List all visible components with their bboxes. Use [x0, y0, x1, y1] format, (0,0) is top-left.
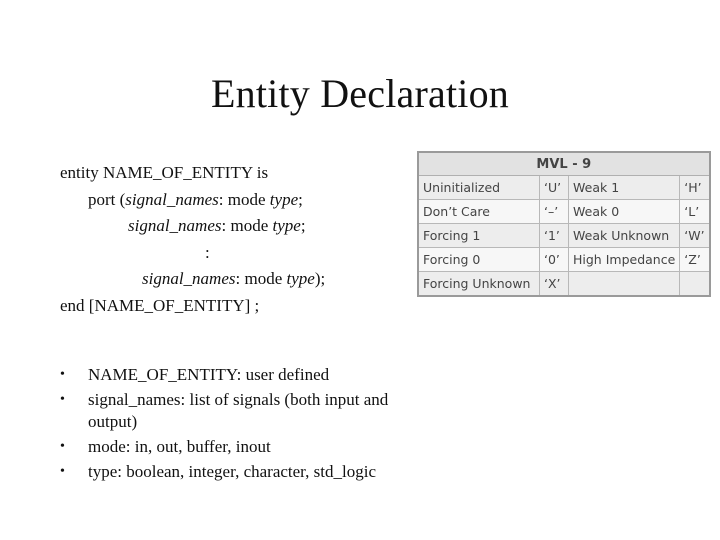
list-item — [60, 436, 420, 458]
table-cell: Weak Unknown — [569, 224, 680, 248]
entity-syntax-block — [60, 160, 325, 319]
bullet-icon: • — [60, 439, 65, 454]
table-cell: ‘Z’ — [680, 248, 710, 272]
code-text: : mode — [221, 216, 273, 235]
code-text: ; — [300, 216, 306, 235]
code-line-entity: entity NAME_OF_ENTITY is — [60, 163, 269, 182]
table-cell: High Impedance — [569, 248, 680, 272]
code-italic: signal_names — [128, 216, 222, 235]
table-cell — [680, 272, 710, 297]
code-italic: type — [286, 269, 315, 288]
table-row — [418, 200, 710, 224]
table-cell: ‘X’ — [540, 272, 569, 297]
mvl9-table — [417, 151, 711, 297]
list-item — [60, 461, 420, 483]
bullet-icon: • — [60, 464, 65, 479]
table-cell: ‘L’ — [680, 200, 710, 224]
table-cell: ‘H’ — [680, 176, 710, 200]
code-text: ; — [298, 189, 303, 209]
table-cell — [569, 272, 680, 297]
table-cell: Weak 1 — [569, 176, 680, 200]
table-cell: Uninitialized — [418, 176, 540, 200]
table-cell: Forcing 0 — [418, 248, 540, 272]
table-row — [418, 176, 710, 200]
table-cell: ‘1’ — [540, 224, 569, 248]
code-text: ); — [314, 269, 326, 288]
code-line-signal-last — [60, 266, 325, 293]
mvl9-table-header: MVL - 9 — [418, 152, 710, 176]
code-line-colon: : — [205, 242, 210, 262]
table-cell: ‘0’ — [540, 248, 569, 272]
table-cell: Weak 0 — [569, 200, 680, 224]
table-cell: ‘W’ — [680, 224, 710, 248]
bullet-text: type: boolean, integer, character, std_logic — [88, 462, 376, 481]
bullet-text: NAME_OF_ENTITY: user defined — [88, 365, 330, 384]
table-row — [418, 224, 710, 248]
bullet-icon: • — [60, 392, 65, 407]
code-italic: type — [272, 216, 301, 235]
bullet-icon: • — [60, 367, 65, 382]
slide-title: Entity Declaration — [211, 71, 509, 116]
code-italic: signal_names — [125, 189, 219, 209]
code-line-signal-2 — [60, 213, 325, 240]
table-cell: ‘U’ — [540, 176, 569, 200]
table-cell: Don’t Care — [418, 200, 540, 224]
code-text: : mode — [218, 189, 270, 209]
code-text: : mode — [235, 269, 287, 288]
table-row — [418, 248, 710, 272]
code-italic: type — [269, 189, 299, 209]
table-cell: ‘–’ — [540, 200, 569, 224]
code-italic: signal_names — [142, 269, 236, 288]
bullet-text: signal_names: list of signals (both input and output) — [88, 390, 389, 431]
list-item — [60, 364, 420, 386]
code-line-port — [60, 187, 325, 214]
bullet-list — [60, 364, 420, 486]
code-line-end: end [NAME_OF_ENTITY] ; — [60, 295, 260, 315]
bullet-text: mode: in, out, buffer, inout — [88, 437, 271, 456]
code-text: port ( — [88, 189, 126, 209]
table-cell: Forcing Unknown — [418, 272, 540, 297]
list-item — [60, 389, 420, 433]
table-row — [418, 272, 710, 297]
table-cell: Forcing 1 — [418, 224, 540, 248]
